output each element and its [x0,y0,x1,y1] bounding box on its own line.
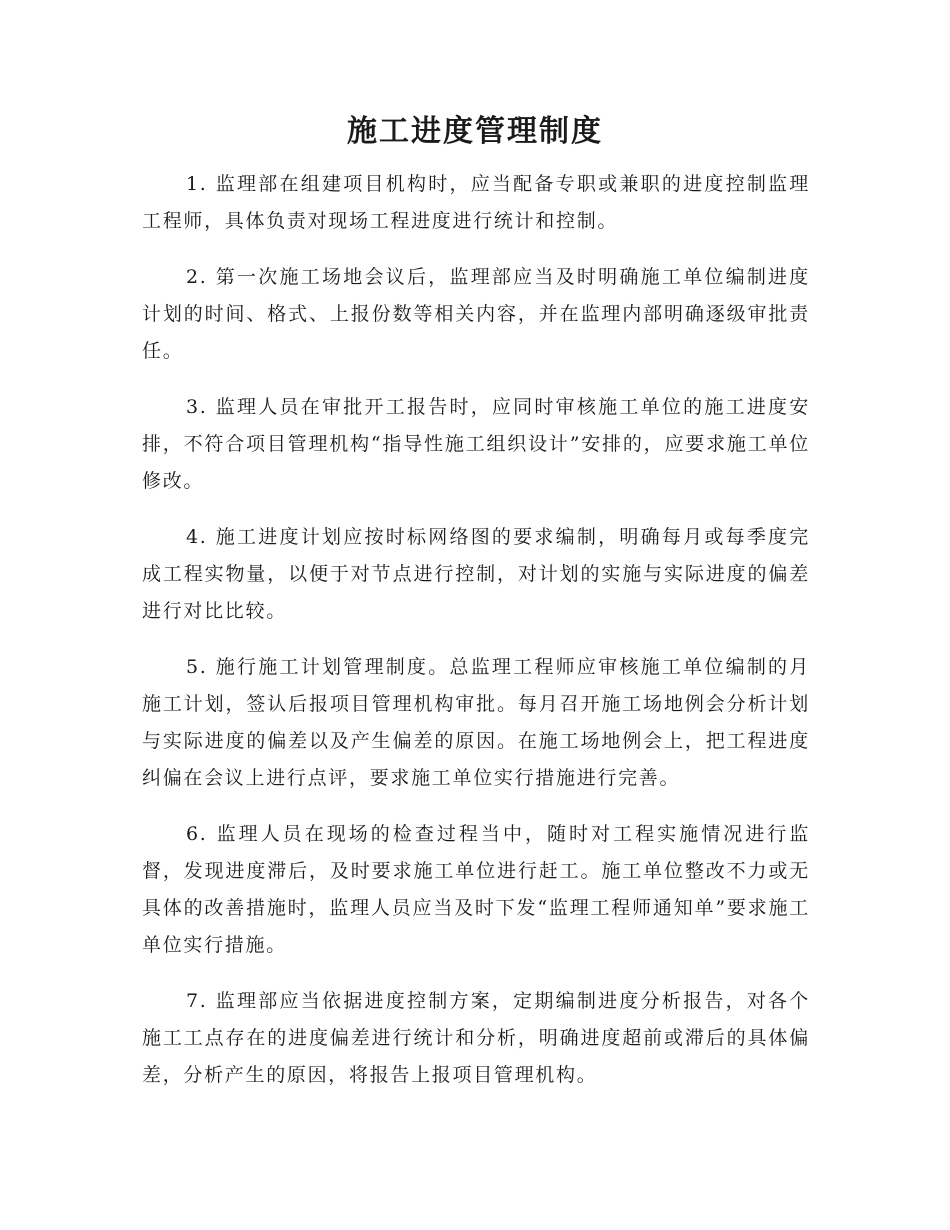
paragraph-2: 2. 第一次施工场地会议后，监理部应当及时明确施工单位编制进度计划的时间、格式、上报份数等相关内容，并在监理内部明确逐级审批责任。 [142,266,810,362]
paragraph-7: 7. 监理部应当依据进度控制方案，定期编制进度分析报告，对各个施工工点存在的进度偏差进行统计和分析，明确进度超前或滞后的具体偏差，分析产生的原因，将报告上报项目管理机构。 [142,990,810,1086]
paragraph-6: 6. 监理人员在现场的检查过程当中，随时对工程实施情况进行监督，发现进度滞后，及时要求施工单位进行赶工。施工单位整改不力或无具体的改善措施时，监理人员应当及时下发“监理工程师通知单”要求施工单位实行措施。 [142,823,810,956]
paragraph-4: 4. 施工进度计划应按时标网络图的要求编制，明确每月或每季度完成工程实物量，以便于对节点进行控制，对计划的实施与实际进度的偏差进行对比比较。 [142,526,810,622]
paragraph-1: 1. 监理部在组建项目机构时，应当配备专职或兼职的进度控制监理工程师，具体负责对现场工程进度进行统计和控制。 [142,173,810,232]
paragraph-5: 5. 施行施工计划管理制度。总监理工程师应审核施工单位编制的月施工计划，签认后报项目管理机构审批。每月召开施工场地例会分析计划与实际进度的偏差以及产生偏差的原因。在施工场地例会上，把工程进度纠偏在会议上进行点评，要求施工单位实行措施进行完善。 [142,656,810,789]
paragraph-3: 3. 监理人员在审批开工报告时，应同时审核施工单位的施工进度安排，不符合项目管理机构“指导性施工组织设计”安排的，应要求施工单位修改。 [142,396,810,492]
document-title: 施工进度管理制度 [347,114,603,149]
document-body [142,166,810,1113]
